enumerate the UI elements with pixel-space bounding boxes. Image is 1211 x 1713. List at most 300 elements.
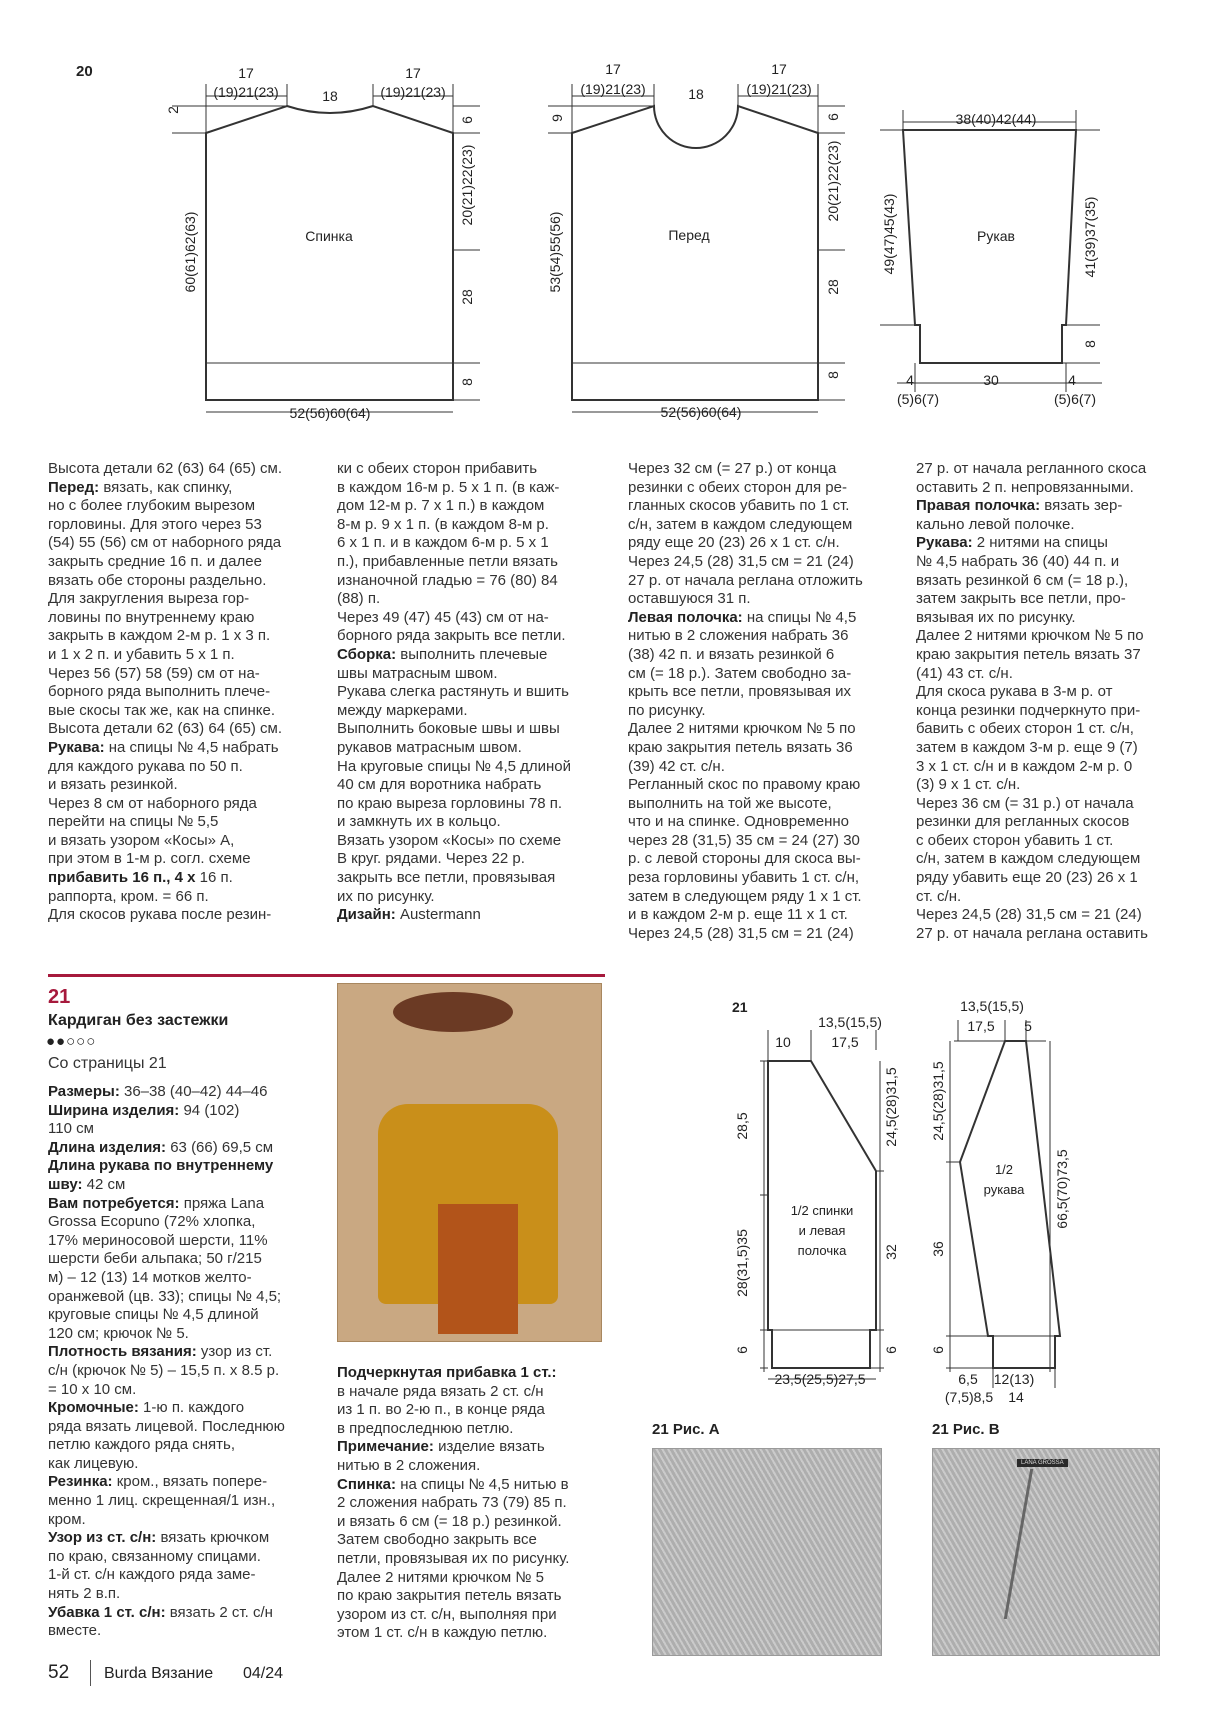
text-line xyxy=(337,665,612,684)
line-text: резинки для регланных скосов xyxy=(916,813,1130,831)
line-text: по рисунку. xyxy=(628,701,706,719)
photo-hat xyxy=(393,992,513,1032)
line-text: (38) 42 п. и вязать резинкой 6 xyxy=(628,645,835,663)
text-line xyxy=(916,665,1191,684)
bold-term: Ширина изделия: xyxy=(48,1101,180,1119)
bold-term: Длина изделия: xyxy=(48,1138,167,1156)
line-text: и замкнуть их в кольцо. xyxy=(337,813,501,831)
body-top-total: 13,5(15,5) xyxy=(818,1014,882,1030)
sleeve-21-label-2: рукава xyxy=(983,1182,1025,1197)
text-line xyxy=(48,479,323,498)
text-column-3 xyxy=(628,460,903,943)
text-line xyxy=(628,646,903,665)
text-line xyxy=(337,460,612,479)
line-text: в каждом 16-м р. 5 х 1 п. (в каж- xyxy=(337,478,560,496)
line-text: Затем свободно закрыть все xyxy=(337,1531,537,1549)
sleeve-increase-left: 4 xyxy=(906,372,914,388)
text-line xyxy=(337,1569,612,1588)
text-line xyxy=(916,460,1191,479)
text-line xyxy=(916,609,1191,628)
line-text: горловины. Для этого через 53 xyxy=(48,515,262,533)
sleeve-21-bottom-right: 12(13) xyxy=(993,1371,1035,1387)
line-text: Высота детали 62 (63) 64 (65) см. xyxy=(48,720,282,738)
line-text: 94 (102) xyxy=(179,1101,240,1119)
line-text: 2 нитями на спицы xyxy=(972,534,1108,552)
bold-term: Левая полочка: xyxy=(628,608,743,626)
text-line xyxy=(337,1550,612,1569)
sleeve-rib: 8 xyxy=(1082,340,1098,348)
back-shoulder-right-b: (19)21(23) xyxy=(380,84,446,100)
text-line xyxy=(337,1438,612,1457)
line-text: (54) 55 (56) см от наборного ряда xyxy=(48,534,282,552)
text-line xyxy=(628,702,903,721)
text-line xyxy=(48,1269,323,1288)
text-line xyxy=(337,813,612,832)
text-line xyxy=(337,906,612,925)
line-text: перейти на спицы № 5,5 xyxy=(48,813,219,831)
line-text: (3) 9 х 1 ст. с/н. xyxy=(916,776,1021,794)
line-text: затем в каждом 3-м р. еще 9 (7) xyxy=(916,738,1138,756)
text-line xyxy=(48,460,323,479)
text-line xyxy=(48,832,323,851)
diagram-21 xyxy=(620,980,1211,1405)
text-line xyxy=(48,534,323,553)
back-neck-width: 18 xyxy=(322,88,338,104)
line-text: круговые спицы № 4,5 длиной xyxy=(48,1306,259,1324)
bold-term: Резинка: xyxy=(48,1473,113,1491)
front-shoulder-right-a: 17 xyxy=(771,61,787,77)
text-line xyxy=(48,572,323,591)
text-line xyxy=(337,832,612,851)
line-text: на спицы № 4,5 нитью в xyxy=(396,1475,569,1493)
line-text: вязать крючком xyxy=(156,1529,270,1547)
back-shoulder-drop: 6 xyxy=(459,116,475,124)
line-text: кром., вязать попере- xyxy=(112,1473,268,1491)
line-text: кально левой полочке. xyxy=(916,515,1075,533)
bold-term: Подчеркнутая прибавка 1 ст.: xyxy=(337,1364,557,1381)
line-text: ряду еще 20 (23) 26 х 1 ст. с/н. xyxy=(628,534,840,552)
text-line xyxy=(48,665,323,684)
front-armhole: 20(21)22(23) xyxy=(825,140,841,222)
text-line xyxy=(628,869,903,888)
text-line xyxy=(628,516,903,535)
sleeve-increase-right: 4 xyxy=(1068,372,1076,388)
line-text: 120 см; крючок № 5. xyxy=(48,1324,189,1342)
back-shoulder-right-a: 17 xyxy=(405,65,421,81)
text-line xyxy=(916,572,1191,591)
text-line xyxy=(337,1476,612,1495)
section-21-column-2 xyxy=(337,1364,612,1643)
line-text: В круг. рядами. Через 22 р. xyxy=(337,850,525,868)
text-line xyxy=(628,813,903,832)
bold-term: Правая полочка: xyxy=(916,497,1041,515)
line-text: рукавов матрасным швом. xyxy=(337,738,522,756)
line-text: в начале ряда вязать 2 ст. с/н xyxy=(337,1382,544,1400)
line-text: Для скоса рукава в 3-м р. от xyxy=(916,683,1113,701)
text-line xyxy=(337,1457,612,1476)
body-label-1: 1/2 спинки xyxy=(790,1203,854,1218)
text-line xyxy=(916,888,1191,907)
text-line xyxy=(337,1513,612,1532)
text-line xyxy=(628,925,903,944)
front-width: 52(56)60(64) xyxy=(660,404,742,420)
front-pattern-piece xyxy=(572,106,818,400)
text-line xyxy=(337,869,612,888)
line-text: конца резинки подчеркнуто при- xyxy=(916,701,1141,719)
line-text: 3 х 1 ст. с/н и в каждом 2-м р. 0 xyxy=(916,757,1133,775)
text-line xyxy=(916,850,1191,869)
line-text: 27 р. от начала реглана отложить xyxy=(628,571,863,589)
sleeve-top-width: 38(40)42(44) xyxy=(955,111,1037,127)
text-line xyxy=(916,646,1191,665)
text-line xyxy=(916,516,1191,535)
line-text: вместе. xyxy=(48,1622,102,1640)
line-text: р. с левой стороны для скоса вы- xyxy=(628,850,861,868)
text-line xyxy=(916,813,1191,832)
front-label: Перед xyxy=(668,227,710,243)
front-shoulder-left-a: 17 xyxy=(605,61,621,77)
line-text: вые скосы так же, как на спинке. xyxy=(48,701,276,719)
line-text: и 1 х 2 п. и убавить 5 х 1 п. xyxy=(48,645,235,663)
text-line xyxy=(628,850,903,869)
body-raglan-left: 28,5 xyxy=(734,1112,750,1140)
line-text: узор из ст. xyxy=(196,1343,273,1361)
text-line xyxy=(628,906,903,925)
text-line xyxy=(916,906,1191,925)
cardigan-photo xyxy=(337,983,602,1342)
text-line xyxy=(628,739,903,758)
text-line xyxy=(337,1587,612,1606)
text-line xyxy=(628,572,903,591)
line-text: затем в следующем ряду 1 х 1 ст. xyxy=(628,887,862,905)
line-text: Рукава слегка растянуть и вшить xyxy=(337,683,569,701)
text-line xyxy=(337,850,612,869)
text-line xyxy=(337,572,612,591)
text-line xyxy=(48,702,323,721)
text-line xyxy=(628,534,903,553)
line-text: Далее 2 нитями крючком № 5 по xyxy=(916,627,1144,645)
text-line xyxy=(916,776,1191,795)
line-text: вязать резинкой 6 см (= 18 р.), xyxy=(916,571,1129,589)
text-line xyxy=(48,1288,323,1307)
text-line xyxy=(48,813,323,832)
line-text: шерсти беби альпака; 50 г/215 xyxy=(48,1250,262,1268)
sleeve-outline xyxy=(903,130,1076,363)
text-line xyxy=(628,832,903,851)
line-text: по краю закрытия петель вязать xyxy=(337,1587,562,1605)
text-line xyxy=(48,1102,323,1121)
text-line xyxy=(48,1176,323,1195)
line-text: вязать, как спинку, xyxy=(99,478,233,496)
bold-term: прибавить 16 п., 4 х xyxy=(48,869,196,887)
text-line xyxy=(48,1139,323,1158)
line-text: нять 2 в.п. xyxy=(48,1585,121,1603)
bold-term: Размеры: xyxy=(48,1083,120,1100)
line-text: этом 1 ст. с/н в каждую петлю. xyxy=(337,1624,548,1642)
line-text: как лицевую. xyxy=(48,1454,139,1472)
text-line xyxy=(48,1232,323,1251)
bold-term: Перед: xyxy=(48,478,100,496)
line-text: Выполнить боковые швы и швы xyxy=(337,720,560,738)
text-line xyxy=(48,683,323,702)
text-line xyxy=(337,888,612,907)
line-text: Через 32 см (= 27 р.) от конца xyxy=(628,460,837,477)
sleeve-21-top-right: 5 xyxy=(1024,1018,1032,1034)
text-line xyxy=(48,1529,323,1548)
line-text: 1-ю п. каждого xyxy=(138,1399,245,1417)
sleeve-21-side: 36 xyxy=(930,1241,946,1257)
line-text: закрыть все петли, провязывая xyxy=(337,869,556,887)
text-line xyxy=(916,627,1191,646)
text-line xyxy=(48,720,323,739)
sleeve-increase-left-sizes: (5)6(7) xyxy=(896,391,940,407)
line-text: вязывая их по рисунку. xyxy=(916,608,1076,626)
sleeve-21-raglan: 24,5(28)31,5 xyxy=(930,1061,946,1141)
line-text: дом 12-м р. 7 х 1 п.) в каждом xyxy=(337,497,545,515)
text-line xyxy=(337,702,612,721)
text-line xyxy=(916,925,1191,944)
text-line xyxy=(916,534,1191,553)
text-line xyxy=(628,888,903,907)
text-line xyxy=(628,553,903,572)
line-text: Далее 2 нитями крючком № 5 xyxy=(337,1568,544,1586)
line-text: Grossa Ecopuno (72% хлопка, xyxy=(48,1213,256,1231)
text-line xyxy=(337,516,612,535)
line-text: на спицы № 4,5 набрать xyxy=(104,738,279,756)
sleeve-bottom-width: 30 xyxy=(983,372,999,388)
line-text: выполнить на той же высоте, xyxy=(628,794,832,812)
line-text: но с более глубоким вырезом xyxy=(48,497,256,515)
text-line xyxy=(48,1511,323,1530)
figure-b-edge xyxy=(1004,1469,1033,1619)
text-line xyxy=(48,869,323,888)
line-text: 27 р. от начала реглана оставить xyxy=(916,924,1148,942)
text-line xyxy=(337,497,612,516)
front-shoulder-drop: 6 xyxy=(825,113,841,121)
line-text: Для скосов рукава после резин- xyxy=(48,906,272,924)
line-text: Далее 2 нитями крючком № 5 по xyxy=(628,720,856,738)
text-line xyxy=(48,590,323,609)
line-text: крыть все петли, провязывая их xyxy=(628,683,852,701)
bold-term: Спинка: xyxy=(337,1475,397,1493)
line-text: оставить 2 п. непровязанными. xyxy=(916,478,1134,496)
text-column-1 xyxy=(48,460,323,925)
line-text: Austermann xyxy=(395,906,481,924)
sleeve-21-top-total: 13,5(15,5) xyxy=(960,998,1024,1014)
text-line xyxy=(48,1492,323,1511)
line-text: между маркерами. xyxy=(337,701,468,719)
text-line xyxy=(48,1362,323,1381)
line-text: ки с обеих сторон прибавить xyxy=(337,460,538,477)
text-line xyxy=(48,1213,323,1232)
line-text: Через 24,5 (28) 31,5 см = 21 (24) xyxy=(916,906,1142,924)
text-line xyxy=(337,776,612,795)
bold-term: Сборка: xyxy=(337,645,397,663)
line-text: через 28 (31,5) 35 см = 24 (27) 30 xyxy=(628,831,860,849)
back-width: 52(56)60(64) xyxy=(289,405,371,421)
footer-divider xyxy=(90,1660,91,1686)
body-top-right: 17,5 xyxy=(831,1034,859,1050)
line-text: их по рисунку. xyxy=(337,887,435,905)
text-line xyxy=(48,609,323,628)
text-line xyxy=(916,739,1191,758)
text-line xyxy=(48,1604,323,1623)
line-text: реза горловины убавить 1 ст. с/н, xyxy=(628,869,860,887)
text-line xyxy=(337,758,612,777)
back-shoulder-left-b: (19)21(23) xyxy=(213,84,279,100)
line-text: узором из ст. с/н, выполняя при xyxy=(337,1605,557,1623)
front-side: 28 xyxy=(825,279,841,295)
line-text: изделие вязать xyxy=(433,1438,545,1456)
line-text: вязать 2 ст. с/н xyxy=(165,1603,273,1621)
bold-term: Рукава: xyxy=(916,534,973,552)
photo-skirt xyxy=(438,1204,518,1334)
text-line xyxy=(337,553,612,572)
text-column-4 xyxy=(916,460,1191,943)
text-line xyxy=(628,665,903,684)
line-text: с обеих сторон убавить 1 ст. xyxy=(916,831,1114,849)
text-line xyxy=(337,1494,612,1513)
text-line xyxy=(628,720,903,739)
text-line xyxy=(48,1306,323,1325)
line-text: в предпоследнюю петлю. xyxy=(337,1419,514,1437)
sleeve-21-label-1: 1/2 xyxy=(994,1162,1014,1177)
text-line xyxy=(628,683,903,702)
line-text: швы матрасным швом. xyxy=(337,664,498,682)
text-line xyxy=(337,720,612,739)
line-text: и вязать узором «Косы» А, xyxy=(48,831,235,849)
text-line xyxy=(48,850,323,869)
text-line xyxy=(337,479,612,498)
front-outline xyxy=(572,106,818,400)
line-text: 6 х 1 п. и в каждом 6-м р. 5 х 1 xyxy=(337,534,549,552)
text-line xyxy=(48,1548,323,1567)
text-line xyxy=(48,1585,323,1604)
section-21-column-1 xyxy=(48,1083,323,1641)
text-line xyxy=(628,795,903,814)
sleeve-right-height: 41(39)37(35) xyxy=(1082,196,1098,278)
text-line xyxy=(48,553,323,572)
line-text: по краю, связанному спицами. xyxy=(48,1547,261,1565)
text-line xyxy=(48,1157,323,1176)
line-text: нитью в 2 сложения набрать 36 xyxy=(628,627,849,645)
line-text: краю закрытия петель вязать 36 xyxy=(628,738,853,756)
line-text: гланных скосов убавить по 1 ст. xyxy=(628,497,850,515)
back-outline xyxy=(206,106,453,400)
diagram-20-number: 20 xyxy=(76,63,93,80)
text-line xyxy=(48,1195,323,1214)
text-line xyxy=(916,683,1191,702)
text-line xyxy=(628,460,903,479)
body-label-3: полочка xyxy=(797,1243,847,1258)
text-line xyxy=(48,1325,323,1344)
bold-term: Вам потребуется: xyxy=(48,1194,180,1212)
line-text: оранжевой (цв. 33); спицы № 4,5; xyxy=(48,1287,282,1305)
line-text: 110 см xyxy=(48,1120,94,1138)
bold-term: шву: xyxy=(48,1175,83,1193)
line-text: Через 24,5 (28) 31,5 см = 21 (24) xyxy=(628,924,854,942)
text-line xyxy=(48,906,323,925)
line-text: ст. с/н. xyxy=(916,887,962,905)
text-line xyxy=(337,1383,612,1402)
line-text: Регланный скос по правому краю xyxy=(628,776,861,794)
text-line xyxy=(916,497,1191,516)
line-text: 17% мериносовой шерсти, 11% xyxy=(48,1231,268,1249)
text-line xyxy=(337,1606,612,1625)
text-line xyxy=(337,739,612,758)
line-text: 36–38 (40–42) 44–46 xyxy=(119,1083,268,1100)
text-line xyxy=(337,1401,612,1420)
bold-term: Дизайн: xyxy=(337,906,396,924)
text-line xyxy=(48,795,323,814)
body-top-left: 10 xyxy=(775,1034,791,1050)
sleeve-21-rib: 6 xyxy=(930,1346,946,1354)
line-text: с/н, затем в каждом следующем xyxy=(628,515,853,533)
text-line xyxy=(916,590,1191,609)
diagram-20 xyxy=(0,0,1211,430)
line-text: = 10 х 10 см. xyxy=(48,1380,137,1398)
line-text: Через 56 (57) 58 (59) см от на- xyxy=(48,664,260,682)
source-page: Со страницы 21 xyxy=(48,1055,167,1072)
sleeve-pattern-piece xyxy=(903,130,1076,363)
text-line xyxy=(48,1381,323,1400)
line-text: для каждого рукава по 50 п. xyxy=(48,757,243,775)
text-line xyxy=(48,1473,323,1492)
line-text: № 4,5 набрать 36 (40) 44 п. и xyxy=(916,552,1120,570)
line-text: 1-й ст. с/н каждого ряда заме- xyxy=(48,1566,256,1584)
text-line xyxy=(48,627,323,646)
text-line xyxy=(337,609,612,628)
bold-term: Рукава: xyxy=(48,738,105,756)
text-line xyxy=(48,888,323,907)
sleeve-21-total-length: 66,5(70)73,5 xyxy=(1054,1149,1070,1229)
line-text: п.), прибавленные петли вязать xyxy=(337,552,558,570)
sleeve-left-height: 49(47)45(43) xyxy=(881,193,897,275)
line-text: 27 р. от начала регланного скоса xyxy=(916,460,1147,477)
text-line xyxy=(48,776,323,795)
section-21-title: Кардиган без застежки xyxy=(48,1012,229,1029)
front-height: 53(54)55(56) xyxy=(547,211,563,293)
line-text: и в каждом 2-м р. еще 11 х 1 ст. xyxy=(628,906,848,924)
line-text: менно 1 лиц. скрещенная/1 изн., xyxy=(48,1492,276,1510)
text-line xyxy=(337,1531,612,1550)
line-text: что и на спинке. Одновременно xyxy=(628,813,849,831)
bold-term: Примечание: xyxy=(337,1438,434,1456)
text-line xyxy=(628,590,903,609)
line-text: и вязать 6 см (= 18 р.) резинкой. xyxy=(337,1512,562,1530)
text-line xyxy=(337,646,612,665)
figure-b-swatch xyxy=(932,1448,1160,1656)
text-line xyxy=(337,1420,612,1439)
line-text: м) – 12 (13) 14 мотков желто- xyxy=(48,1268,252,1286)
back-pattern-piece xyxy=(206,106,453,400)
figure-a-swatch xyxy=(652,1448,882,1656)
line-text: На круговые спицы № 4,5 длиной xyxy=(337,757,572,775)
body-rib-right: 6 xyxy=(883,1346,899,1354)
line-text: раппорта, кром. = 66 п. xyxy=(48,887,209,905)
back-shoulder-left-a: 17 xyxy=(238,65,254,81)
line-text: Через 49 (47) 45 (43) см от на- xyxy=(337,608,549,626)
line-text: см (= 18 р.). Затем свободно за- xyxy=(628,664,852,682)
line-text: краю закрытия петель вязать 37 xyxy=(916,645,1141,663)
text-line xyxy=(48,739,323,758)
magazine-name: Burda Вязание xyxy=(104,1665,214,1682)
line-text: 42 см xyxy=(82,1175,126,1193)
bold-term: Убавка 1 ст. с/н: xyxy=(48,1603,166,1621)
text-line xyxy=(628,776,903,795)
text-line xyxy=(337,627,612,646)
line-text: выполнить плечевые xyxy=(396,645,548,663)
